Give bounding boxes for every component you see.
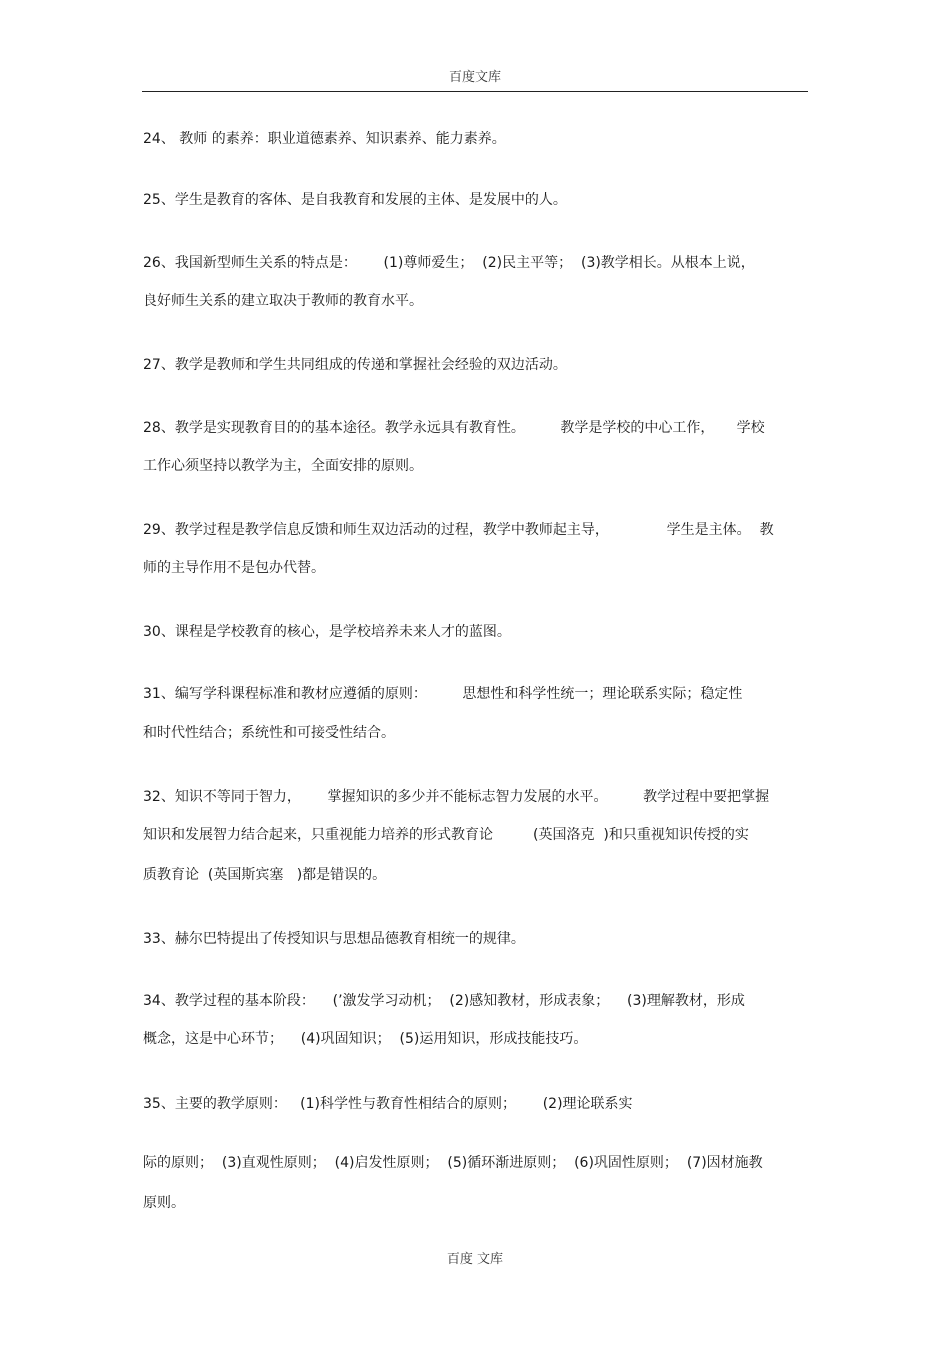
text-line: 34、教学过程的基本阶段： (’激发学习动机； (2)感知教材，形成表象； (3)理解教材，形成 xyxy=(143,993,745,1009)
text-line: 29、教学过程是教学信息反馈和师生双边活动的过程，教学中教师起主导， 学生是主体。 教 xyxy=(143,522,774,538)
text-line: 31、编写学科课程标准和教材应遵循的原则： 思想性和科学性统一；理论联系实际；稳定性 xyxy=(143,686,743,702)
text-line: 原则。 xyxy=(143,1195,185,1211)
header-divider xyxy=(142,91,808,92)
text-line: 30、课程是学校教育的核心，是学校培养未来人才的蓝图。 xyxy=(143,624,511,640)
text-line: 质教育论 (英国斯宾塞 )都是错误的。 xyxy=(143,867,387,883)
text-line: 27、教学是教师和学生共同组成的传递和掌握社会经验的双边活动。 xyxy=(143,357,567,373)
text-line: 32、知识不等同于智力， 掌握知识的多少并不能标志智力发展的水平。 教学过程中要把掌握 xyxy=(143,789,770,805)
text-line: 28、教学是实现教育目的的基本途径。教学永远具有教育性。 教学是学校的中心工作， 学校 xyxy=(143,420,765,436)
text-line: 师的主导作用不是包办代替。 xyxy=(143,560,325,576)
text-line: 工作心须坚持以教学为主，全面安排的原则。 xyxy=(143,458,423,474)
text-line: 26、我国新型师生关系的特点是： (1)尊师爱生； (2)民主平等； (3)教学相长。从根本上说， xyxy=(143,255,755,271)
text-line: 25、学生是教育的客体、是自我教育和发展的主体、是发展中的人。 xyxy=(143,192,567,208)
text-line: 和时代性结合；系统性和可接受性结合。 xyxy=(143,725,395,741)
page-footer: 百度 文库 xyxy=(446,1252,504,1267)
text-line: 际的原则； (3)直观性原则； (4)启发性原则； (5)循环渐进原则； (6)巩固性原则； (7)因材施教 xyxy=(143,1155,763,1171)
text-line: 24、 教师 的素养：职业道德素养、知识素养、能力素养。 xyxy=(143,131,506,147)
text-line: 概念，这是中心环节； (4)巩固知识； (5)运用知识，形成技能技巧。 xyxy=(143,1031,588,1047)
text-line: 知识和发展智力结合起来，只重视能力培养的形式教育论 (英国洛克 )和只重视知识传授的实 xyxy=(143,827,749,843)
text-line: 33、赫尔巴特提出了传授知识与思想品德教育相统一的规律。 xyxy=(143,931,525,947)
page-header: 百度文库 xyxy=(448,70,501,85)
text-line: 良好师生关系的建立取决于教师的教育水平。 xyxy=(143,293,423,309)
text-line: 35、主要的教学原则： (1)科学性与教育性相结合的原则； (2)理论联系实 xyxy=(143,1096,633,1112)
